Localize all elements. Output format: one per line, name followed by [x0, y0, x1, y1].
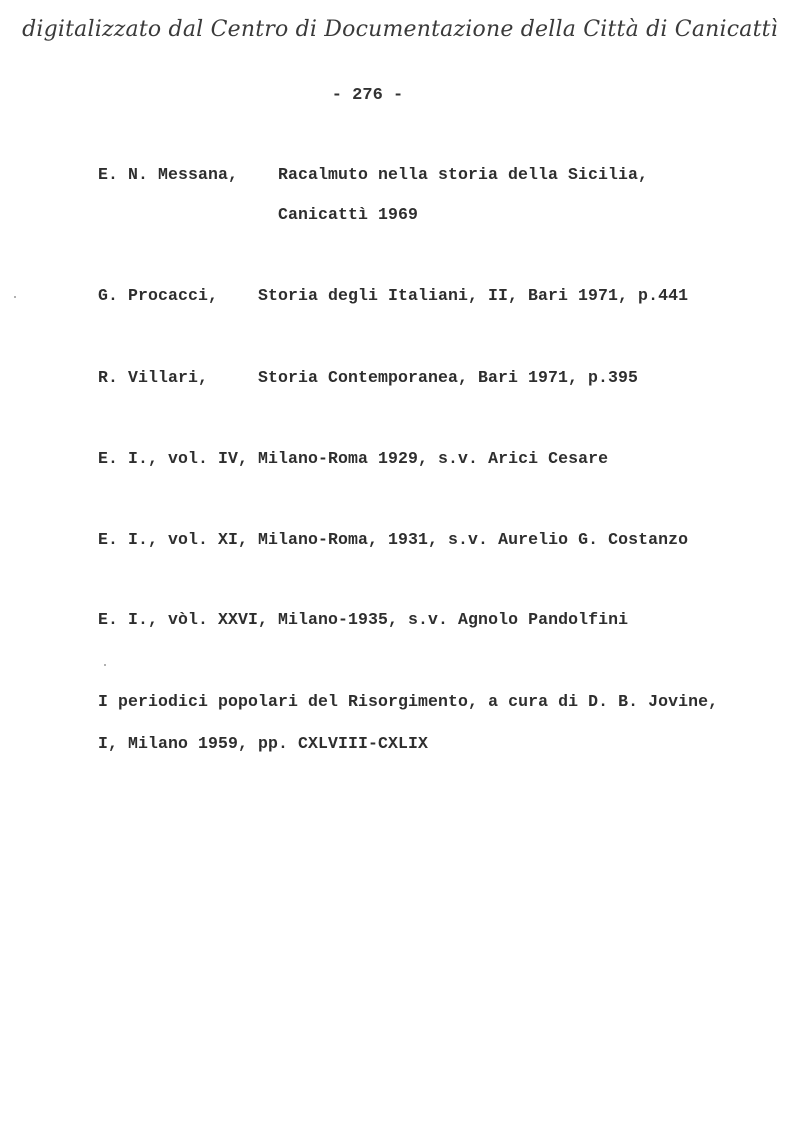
entry-text-continued: I, Milano 1959, pp. CXLVIII-CXLIX: [98, 734, 429, 753]
scan-speck: [14, 296, 16, 298]
entry-author: E. N. Messana,: [98, 165, 239, 184]
entry-text: E. I., vol. IV, Milano-Roma 1929, s.v. Arici Cesare: [98, 449, 609, 468]
entry-text: I periodici popolari del Risorgimento, a cura di D. B. Jovine,: [98, 692, 719, 711]
page-number: - 276 -: [331, 86, 404, 105]
entry-text: E. I., vòl. XXVI, Milano-1935, s.v. Agnolo Pandolfini: [98, 610, 629, 629]
entry-text: E. I., vol. XI, Milano-Roma, 1931, s.v. Aurelio G. Costanzo: [98, 530, 689, 549]
entry-author: R. Villari,: [98, 368, 209, 387]
digitization-watermark: digitalizzato dal Centro di Documentazione della Città di Canicattì: [22, 17, 778, 42]
entry-title-continued: Canicattì 1969: [278, 205, 419, 224]
entry-title: Racalmuto nella storia della Sicilia,: [278, 165, 649, 184]
entry-title: Storia degli Italiani, II, Bari 1971, p.441: [258, 286, 689, 305]
entry-title: Storia Contemporanea, Bari 1971, p.395: [258, 368, 639, 387]
scan-speck: [104, 664, 106, 666]
entry-author: G. Procacci,: [98, 286, 219, 305]
